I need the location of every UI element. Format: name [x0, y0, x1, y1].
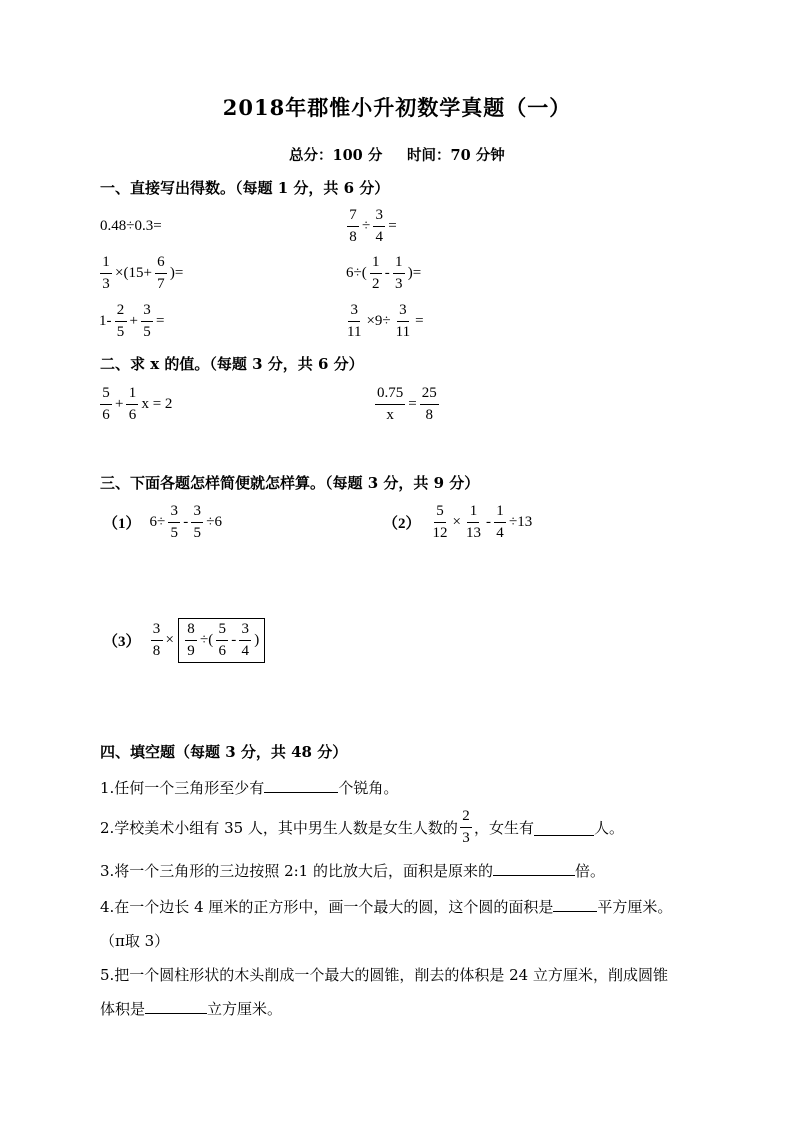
s3-question-1: （1） 6÷ $\frac{3}{5}$ - $\frac{3}{5}$ ÷6 [103, 503, 222, 541]
s4-question-4: 4.在一个边长 4 厘米的正方形中，画一个最大的圆，这个圆的面积是 平方厘米。 [100, 898, 673, 916]
section-1-heading: 一、直接写出得数。（每题 1 分，共 6 分） [100, 179, 390, 197]
fraction: $\frac{5}{6}$ [100, 385, 112, 424]
section-2-heading: 二、求 x 的值。（每题 3 分，共 6 分） [100, 355, 364, 373]
fraction: $\frac{25}{8}$ [421, 385, 437, 423]
time-limit: 时间：70 分钟 [407, 147, 505, 164]
question-label: （2） [383, 516, 421, 532]
fraction: $\frac{1}{4}$ [494, 503, 506, 542]
fraction: $\frac{1}{13}$ [465, 503, 481, 541]
fraction: $\frac{1}{6}$ [126, 385, 138, 424]
total-score: 总分：100 分 [289, 147, 383, 164]
square-bracket-group: $\frac{8}{9}$ ÷( $\frac{5}{6}$ - $\frac{3}{4}$ ) [178, 618, 265, 663]
fraction: $\frac{2}{3}$ [460, 808, 472, 847]
s4-question-5: 5.把一个圆柱形状的木头削成一个最大的圆锥，削去的体积是 24 立方厘米，削成圆锥 [100, 966, 668, 984]
s3-question-3: （3） $\frac{3}{8}$ × $\frac{8}{9}$ ÷( $\frac{5}{6}$ - $\frac{3}{4}$ ) [103, 618, 265, 663]
fraction: $\frac{0.75}{x}$ [377, 385, 404, 423]
s4-question-4-note: （π取 3） [100, 932, 170, 950]
s1-question-6: $\frac{3}{11}$ ×9÷ $\frac{3}{11}$ = [347, 302, 424, 340]
fraction: $\frac{2}{5}$ [115, 302, 127, 341]
answer-blank[interactable] [145, 998, 207, 1014]
question-label: （3） [103, 634, 141, 650]
fraction: $\frac{5}{12}$ [432, 503, 448, 541]
page-title: 2018年郡惟小升初数学真题（一） [222, 95, 572, 120]
s1-question-5: 1- $\frac{2}{5}$ + $\frac{3}{5}$ = [99, 302, 165, 340]
s1-q1-expression: 0.48÷0.3= [100, 218, 162, 234]
section-4-heading: 四、填空题（每题 3 分，共 48 分） [100, 743, 348, 761]
fraction: $\frac{3}{4}$ [239, 621, 251, 660]
fraction: $\frac{1}{3}$ [393, 254, 405, 293]
fraction: $\frac{3}{5}$ [141, 302, 153, 341]
fraction: $\frac{3}{5}$ [168, 503, 180, 542]
question-label: （1） [103, 516, 141, 532]
section-3-heading: 三、下面各题怎样简便就怎样算。（每题 3 分，共 9 分） [100, 474, 480, 492]
s1-question-4: 6÷( $\frac{1}{2}$ - $\frac{1}{3}$ )= [346, 254, 422, 292]
fraction: $\frac{3}{4}$ [373, 207, 385, 246]
s2-question-1: $\frac{5}{6}$ + $\frac{1}{6}$ x = 2 [98, 385, 173, 424]
s3-question-2: （2） $\frac{5}{12}$ × $\frac{1}{13}$ - $\frac{1}{4}$ ÷13 [383, 503, 533, 541]
fraction: $\frac{3}{11}$ [395, 302, 411, 340]
fraction: $\frac{7}{8}$ [347, 207, 359, 246]
fraction: $\frac{1}{2}$ [370, 254, 382, 293]
s4-question-2: 2.学校美术小组有 35 人，其中男生人数是女生人数的 $\frac{2}{3}$ ，女生有 人。 [100, 808, 624, 846]
fraction: $\frac{3}{8}$ [151, 621, 163, 660]
s4-question-5-line-2: 体积是 立方厘米。 [100, 1000, 283, 1018]
answer-blank[interactable] [534, 820, 594, 836]
answer-blank[interactable] [553, 896, 597, 912]
s4-question-1: 1.任何一个三角形至少有 个锐角。 [100, 779, 399, 797]
s1-question-1 [100, 218, 162, 235]
answer-blank[interactable] [264, 777, 338, 793]
s4-question-3: 3.将一个三角形的三边按照 2:1 的比放大后，面积是原来的 倍。 [100, 862, 606, 880]
fraction: $\frac{3}{5}$ [191, 503, 203, 542]
s2-question-2: $\frac{0.75}{x}$ = $\frac{25}{8}$ [377, 385, 437, 423]
answer-blank[interactable] [493, 860, 575, 876]
fraction: $\frac{1}{3}$ [100, 254, 112, 293]
fraction: $\frac{3}{11}$ [347, 302, 362, 340]
fraction: $\frac{6}{7}$ [155, 254, 167, 293]
s1-question-2: $\frac{7}{8}$ ÷ $\frac{3}{4}$ = [345, 207, 398, 246]
fraction: $\frac{8}{9}$ [185, 621, 197, 660]
fraction: $\frac{5}{6}$ [216, 621, 228, 660]
s1-question-3: $\frac{1}{3}$ ×(15+ $\frac{6}{7}$ )= [98, 254, 184, 293]
